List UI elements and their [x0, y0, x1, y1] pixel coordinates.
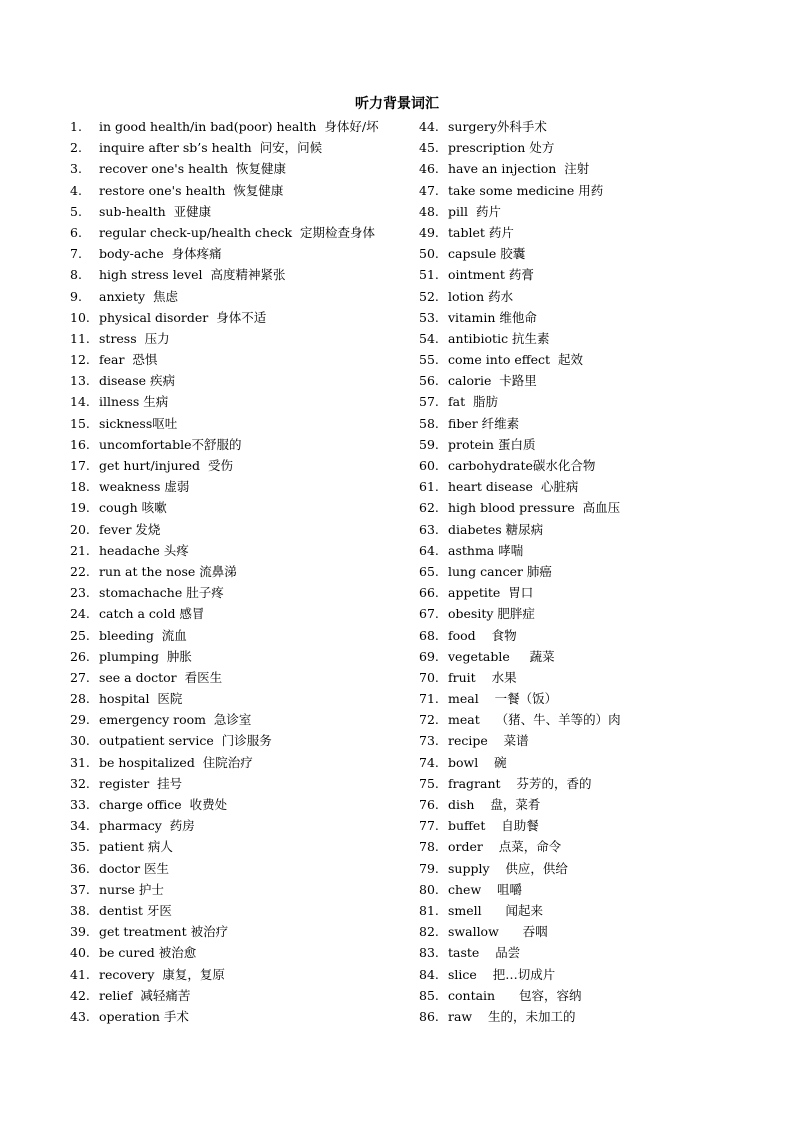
- item-number: 14.: [70, 394, 90, 410]
- item-text: emergency room 急诊室: [99, 712, 252, 728]
- item-text: register 挂号: [99, 775, 183, 791]
- list-item: [419, 286, 779, 307]
- item-number: 32.: [70, 775, 90, 791]
- list-item: [419, 773, 779, 794]
- item-text: vegetable 蔬菜: [448, 648, 555, 664]
- item-number: 51.: [419, 267, 439, 283]
- item-number: 54.: [419, 330, 439, 346]
- list-item: [70, 794, 410, 815]
- list-item: [419, 540, 779, 561]
- list-item: [70, 370, 410, 391]
- list-item: [70, 646, 410, 667]
- item-number: 78.: [419, 839, 439, 855]
- item-text: obesity 肥胖症: [448, 606, 535, 622]
- list-item: [70, 519, 410, 540]
- list-item: [419, 180, 779, 201]
- item-text: see a doctor 看医生: [99, 669, 223, 685]
- item-text: supply 供应，供给: [448, 860, 568, 876]
- list-item: [419, 476, 779, 497]
- list-item: [70, 349, 410, 370]
- item-text: smell 闻起来: [448, 902, 544, 918]
- item-number: 40.: [70, 945, 90, 961]
- list-item: [419, 1006, 779, 1027]
- item-text: recovery 康复，复原: [99, 966, 225, 982]
- item-number: 61.: [419, 479, 439, 495]
- item-text: nurse 护士: [99, 881, 164, 897]
- item-number: 50.: [419, 246, 439, 262]
- item-number: 85.: [419, 987, 439, 1003]
- item-text: sickness呕吐: [99, 415, 178, 431]
- item-number: 39.: [70, 924, 90, 940]
- list-item: [419, 688, 779, 709]
- item-number: 86.: [419, 1008, 439, 1024]
- list-item: [419, 391, 779, 412]
- item-number: 23.: [70, 585, 90, 601]
- list-item: [70, 921, 410, 942]
- item-number: 31.: [70, 754, 90, 770]
- item-text: sub-health 亚健康: [99, 203, 212, 219]
- item-number: 46.: [419, 161, 439, 177]
- list-item: [70, 688, 410, 709]
- item-number: 4.: [70, 182, 82, 198]
- list-item: [419, 137, 779, 158]
- item-number: 42.: [70, 987, 90, 1003]
- list-item: [70, 836, 410, 857]
- item-number: 15.: [70, 415, 90, 431]
- item-text: get treatment 被治疗: [99, 924, 229, 940]
- list-item: [70, 858, 410, 879]
- list-item: [419, 794, 779, 815]
- item-text: appetite 胃口: [448, 585, 534, 601]
- item-text: weakness 虚弱: [99, 479, 190, 495]
- item-text: order 点菜，命令: [448, 839, 562, 855]
- list-item: [70, 900, 410, 921]
- item-text: stress 压力: [99, 330, 170, 346]
- item-text: buffet 自助餐: [448, 818, 539, 834]
- item-text: dentist 牙医: [99, 902, 172, 918]
- item-text: be hospitalized 住院治疗: [99, 754, 253, 770]
- item-number: 34.: [70, 818, 90, 834]
- list-item: [70, 1006, 410, 1027]
- item-text: calorie 卡路里: [448, 373, 537, 389]
- item-number: 68.: [419, 627, 439, 643]
- list-item: [419, 370, 779, 391]
- item-text: get hurt/injured 受伤: [99, 458, 234, 473]
- item-text: swallow 吞咽: [448, 924, 548, 940]
- list-item: [419, 921, 779, 942]
- vocab-list-right: [419, 116, 779, 1027]
- item-number: 64.: [419, 542, 439, 558]
- item-number: 47.: [419, 182, 439, 198]
- item-number: 5.: [70, 203, 82, 219]
- list-item: [70, 434, 410, 455]
- list-item: [419, 815, 779, 836]
- list-item: [419, 942, 779, 963]
- item-number: 77.: [419, 818, 439, 834]
- item-number: 10.: [70, 309, 90, 325]
- item-number: 13.: [70, 373, 90, 389]
- list-item: [419, 858, 779, 879]
- item-text: plumping 肿胀: [99, 648, 192, 664]
- page-title: 听力背景词汇: [355, 96, 439, 112]
- item-text: relief 减轻痛苦: [99, 987, 191, 1003]
- item-text: raw 生的，未加工的: [448, 1008, 576, 1024]
- item-text: catch a cold 感冒: [99, 606, 205, 622]
- item-number: 58.: [419, 415, 439, 431]
- item-text: protein 蛋白质: [448, 436, 536, 452]
- item-text: contain 包容，容纳: [448, 987, 582, 1003]
- item-number: 74.: [419, 754, 439, 770]
- item-number: 69.: [419, 648, 439, 664]
- item-text: doctor 医生: [99, 860, 170, 876]
- item-text: slice 把…切成片: [448, 966, 556, 982]
- list-item: [70, 709, 410, 730]
- item-number: 3.: [70, 161, 82, 177]
- item-text: patient 病人: [99, 839, 173, 855]
- list-item: [70, 942, 410, 963]
- list-item: [70, 158, 410, 179]
- list-item: [419, 519, 779, 540]
- list-item: [419, 307, 779, 328]
- item-text: lung cancer 肺癌: [448, 563, 552, 579]
- item-number: 24.: [70, 606, 90, 622]
- item-text: recipe 菜谱: [448, 733, 529, 749]
- item-number: 7.: [70, 246, 82, 262]
- item-text: fat 脂肪: [448, 394, 499, 410]
- list-item: [419, 625, 779, 646]
- item-number: 65.: [419, 563, 439, 579]
- item-text: carbohydrate碳水化合物: [448, 458, 596, 473]
- item-number: 49.: [419, 224, 439, 240]
- item-text: capsule 胶囊: [448, 246, 526, 262]
- list-item: [70, 730, 410, 751]
- item-text: lotion 药水: [448, 288, 514, 304]
- list-item: [70, 667, 410, 688]
- item-text: body-ache 身体疼痛: [99, 246, 222, 262]
- list-item: [70, 455, 410, 476]
- item-text: have an injection 注射: [448, 161, 590, 177]
- item-text: uncomfortable不舒服的: [99, 436, 242, 452]
- list-item: [419, 455, 779, 476]
- item-number: 60.: [419, 458, 439, 473]
- item-text: prescription 处方: [448, 140, 555, 156]
- list-item: [419, 752, 779, 773]
- item-number: 53.: [419, 309, 439, 325]
- list-item: [419, 836, 779, 857]
- item-text: fever 发烧: [99, 521, 161, 537]
- list-item: [70, 222, 410, 243]
- item-text: heart disease 心脏病: [448, 479, 579, 495]
- item-text: chew 咀嚼: [448, 881, 523, 897]
- list-item: [419, 434, 779, 455]
- item-number: 52.: [419, 288, 439, 304]
- item-number: 35.: [70, 839, 90, 855]
- item-text: physical disorder 身体不适: [99, 309, 267, 325]
- item-text: regular check-up/health check 定期检查身体: [99, 224, 376, 240]
- item-number: 9.: [70, 288, 82, 304]
- item-number: 83.: [419, 945, 439, 961]
- item-number: 16.: [70, 436, 90, 452]
- list-item: [70, 964, 410, 985]
- item-number: 29.: [70, 712, 90, 728]
- list-item: [70, 603, 410, 624]
- item-number: 79.: [419, 860, 439, 876]
- list-item: [70, 264, 410, 285]
- item-number: 12.: [70, 352, 90, 368]
- list-item: [70, 201, 410, 222]
- list-item: [419, 900, 779, 921]
- item-text: recover one's health 恢复健康: [99, 161, 287, 177]
- item-number: 28.: [70, 691, 90, 707]
- list-item: [419, 349, 779, 370]
- item-text: take some medicine 用药: [448, 182, 604, 198]
- item-number: 59.: [419, 436, 439, 452]
- item-number: 8.: [70, 267, 82, 283]
- item-number: 2.: [70, 140, 82, 156]
- item-number: 41.: [70, 966, 90, 982]
- item-number: 43.: [70, 1008, 90, 1024]
- item-text: in good health/in bad(poor) health 身体好/坏: [99, 119, 379, 134]
- item-number: 81.: [419, 902, 439, 918]
- item-text: meal 一餐（饭）: [448, 691, 558, 707]
- item-number: 21.: [70, 542, 90, 558]
- item-text: fear 恐惧: [99, 352, 158, 368]
- list-item: [70, 243, 410, 264]
- item-number: 48.: [419, 203, 439, 219]
- list-item: [70, 815, 410, 836]
- item-number: 25.: [70, 627, 90, 643]
- item-text: outpatient service 门诊服务: [99, 733, 272, 749]
- item-text: pharmacy 药房: [99, 818, 195, 834]
- list-item: [70, 180, 410, 201]
- list-item: [70, 540, 410, 561]
- item-text: fruit 水果: [448, 669, 517, 685]
- item-text: illness 生病: [99, 394, 169, 410]
- item-text: anxiety 焦虑: [99, 288, 178, 304]
- item-text: cough 咳嗽: [99, 500, 167, 516]
- list-item: [419, 201, 779, 222]
- item-text: pill 药片: [448, 203, 501, 219]
- vocab-list-left: [70, 116, 410, 1027]
- list-item: [419, 646, 779, 667]
- list-item: [419, 667, 779, 688]
- item-text: restore one's health 恢复健康: [99, 182, 284, 198]
- item-text: stomachache 肚子疼: [99, 585, 224, 601]
- list-item: [419, 603, 779, 624]
- list-item: [419, 709, 779, 730]
- item-number: 19.: [70, 500, 90, 516]
- item-number: 70.: [419, 669, 439, 685]
- list-item: [419, 497, 779, 518]
- item-number: 44.: [419, 119, 439, 134]
- item-text: run at the nose 流鼻涕: [99, 563, 237, 579]
- item-number: 27.: [70, 669, 90, 685]
- list-item: [419, 730, 779, 751]
- item-text: tablet 药片: [448, 224, 514, 240]
- list-item: [419, 582, 779, 603]
- list-item: [419, 264, 779, 285]
- item-number: 38.: [70, 902, 90, 918]
- item-text: asthma 哮喘: [448, 542, 524, 558]
- item-number: 11.: [70, 330, 90, 346]
- item-number: 6.: [70, 224, 82, 240]
- item-number: 84.: [419, 966, 439, 982]
- item-text: antibiotic 抗生素: [448, 330, 550, 346]
- item-number: 33.: [70, 797, 90, 812]
- item-text: meat （猪、牛、羊等的）肉: [448, 712, 621, 728]
- list-item: [70, 582, 410, 603]
- item-number: 56.: [419, 373, 439, 389]
- item-number: 22.: [70, 563, 90, 579]
- item-number: 72.: [419, 712, 439, 728]
- item-text: hospital 医院: [99, 691, 183, 707]
- item-number: 76.: [419, 797, 439, 812]
- item-text: charge office 收费处: [99, 797, 228, 812]
- item-number: 18.: [70, 479, 90, 495]
- list-item: [419, 158, 779, 179]
- list-item: [70, 773, 410, 794]
- item-text: be cured 被治愈: [99, 945, 197, 961]
- item-text: fragrant 芬芳的，香的: [448, 775, 592, 791]
- item-number: 57.: [419, 394, 439, 410]
- list-item: [70, 286, 410, 307]
- list-item: [419, 985, 779, 1006]
- item-number: 36.: [70, 860, 90, 876]
- list-item: [70, 625, 410, 646]
- list-item: [70, 497, 410, 518]
- item-text: ointment 药膏: [448, 267, 534, 283]
- item-text: disease 疾病: [99, 373, 176, 389]
- list-item: [70, 985, 410, 1006]
- item-number: 71.: [419, 691, 439, 707]
- item-number: 62.: [419, 500, 439, 516]
- list-item: [419, 964, 779, 985]
- list-item: [419, 243, 779, 264]
- item-number: 20.: [70, 521, 90, 537]
- item-text: fiber 纤维素: [448, 415, 520, 431]
- item-number: 63.: [419, 521, 439, 537]
- list-item: [419, 879, 779, 900]
- item-text: vitamin 维他命: [448, 309, 537, 325]
- list-item: [70, 137, 410, 158]
- list-item: [70, 752, 410, 773]
- item-number: 45.: [419, 140, 439, 156]
- item-number: 37.: [70, 881, 90, 897]
- item-number: 82.: [419, 924, 439, 940]
- list-item: [70, 307, 410, 328]
- item-number: 1.: [70, 119, 82, 134]
- list-item: [419, 116, 779, 137]
- list-item: [419, 328, 779, 349]
- item-text: surgery外科手术: [448, 119, 547, 134]
- list-item: [70, 476, 410, 497]
- list-item: [70, 328, 410, 349]
- item-text: high stress level 高度精神紧张: [99, 267, 286, 283]
- item-number: 75.: [419, 775, 439, 791]
- item-number: 80.: [419, 881, 439, 897]
- item-text: bowl 碗: [448, 754, 507, 770]
- item-text: headache 头疼: [99, 542, 189, 558]
- item-number: 73.: [419, 733, 439, 749]
- item-text: diabetes 糖尿病: [448, 521, 544, 537]
- list-item: [70, 116, 410, 137]
- item-text: dish 盘，菜肴: [448, 797, 541, 812]
- list-item: [70, 391, 410, 412]
- item-number: 55.: [419, 352, 439, 368]
- item-number: 17.: [70, 458, 90, 473]
- item-text: inquire after sb’s health 问安，问候: [99, 140, 323, 156]
- list-item: [419, 222, 779, 243]
- item-number: 67.: [419, 606, 439, 622]
- item-text: high blood pressure 高血压: [448, 500, 621, 516]
- item-text: food 食物: [448, 627, 517, 643]
- item-text: operation 手术: [99, 1008, 189, 1024]
- list-item: [419, 413, 779, 434]
- item-text: taste 品尝: [448, 945, 521, 961]
- list-item: [419, 561, 779, 582]
- list-item: [70, 561, 410, 582]
- item-number: 26.: [70, 648, 90, 664]
- item-text: come into effect 起效: [448, 352, 583, 368]
- list-item: [70, 413, 410, 434]
- item-text: bleeding 流血: [99, 627, 187, 643]
- item-number: 66.: [419, 585, 439, 601]
- list-item: [70, 879, 410, 900]
- item-number: 30.: [70, 733, 90, 749]
